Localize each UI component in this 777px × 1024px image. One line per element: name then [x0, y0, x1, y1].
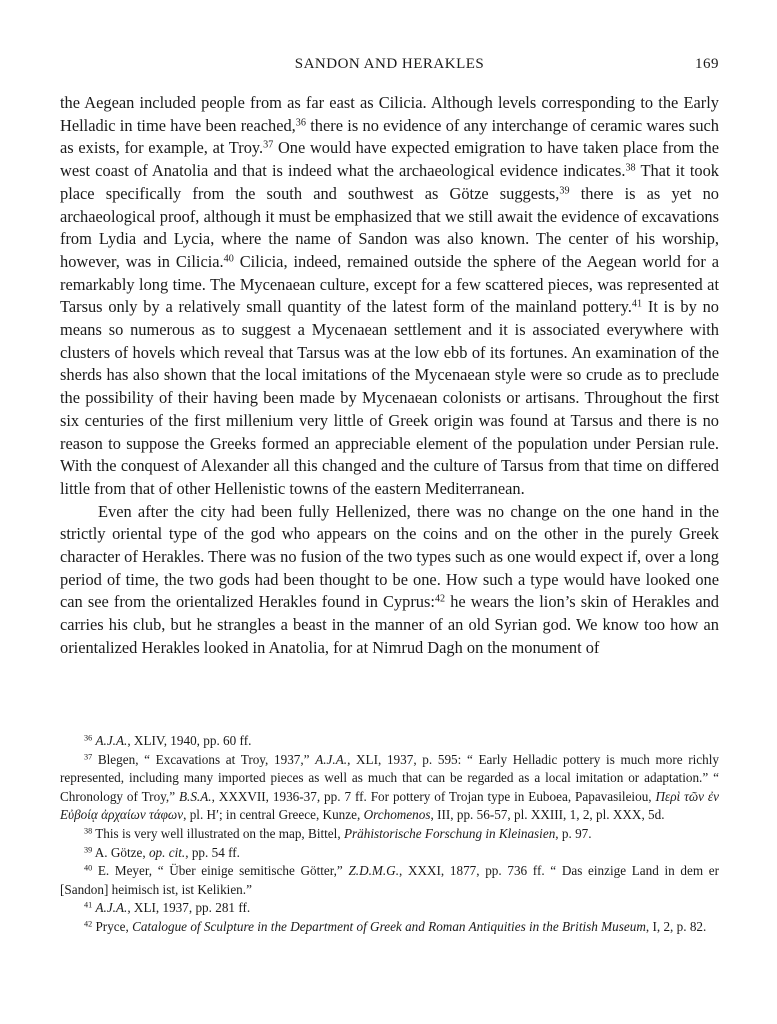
text-run: he wears the lion’s skin of Herakles and carries his club, but he strangles a beast in the manner of an old Syrian god. We know too how an orientalized Herakles looked in Anatolia, for at Nimrud Dagh on the monument of [60, 592, 719, 657]
running-header [60, 56, 719, 78]
footnote-36 [60, 732, 719, 751]
text-run: there is as yet no archaeological proof, although it must be emphasized that we still await the evidence of excavations from Lydia and Lycia, where the name of Sandon was also known. The center of his worship, however, was in Cilicia. [60, 183, 719, 271]
citation-text: , p. 97. [555, 825, 592, 841]
footnote-40 [60, 862, 719, 899]
journal-title: Z.D.M.G. [348, 863, 399, 879]
text-run: That it took place specifically from the south and southwest as Götze suggests, [60, 161, 720, 203]
footnote-number: 39 [84, 845, 93, 855]
journal-title: A.J.A. [95, 900, 128, 916]
citation-text: , XXXVII, 1936-37, pp. 7 ff. For pottery of Trojan type in Euboea, Papavasileiou, [211, 788, 656, 804]
citation-text: , XLI, 1937, p. 595: “ Early Helladic pottery is much more richly represented, including many imported pieces as well as much that can be regarded as a local imitation or adaptation.” “ Chronology of Troy,” [60, 751, 719, 804]
citation-text: , I, 2, p. 82. [645, 918, 707, 934]
paragraph-2 [60, 501, 719, 660]
text-run: It is by no means so numerous as to suggest a Mycenaean settlement and it is associated everywhere with clusters of hovels which reveal that Tarsus was at the low ebb of its fortunes. An examination of the sherds has also shown that the local imitations of the Mycenaean style were so crude as to preclude the possibility of their having been made by Mycenaean colonists or artisans. Throughout the first six centuries of the first millenium very little of Greek origin was found at Tarsus and there is no reason to suppose the Greeks formed an appreciable element of the population under Persian rule. With the conquest of Alexander all this changed and the culture of Tarsus from that time on differed little from that of other Hellenistic towns of the eastern Mediterranean. [60, 297, 719, 498]
citation-text: E. Meyer, “ Über einige semitische Götter,” [97, 863, 349, 879]
journal-title: A.J.A. [315, 751, 348, 767]
footnote-ref-38: 38 [625, 162, 636, 174]
book-title: Orchomenos [363, 807, 431, 823]
text-run: the Aegean included people from as far east as Cilicia. Although levels corresponding to the Early Helladic in time have been reached, [60, 93, 719, 135]
footnote-number: 42 [84, 919, 93, 929]
citation-text: , XLI, 1937, pp. 281 ff. [127, 900, 251, 916]
journal-title: B.S.A. [178, 788, 212, 804]
book-title: Prähistorische Forschung in Kleinasien [343, 825, 556, 841]
footnote-ref-42: 42 [434, 593, 446, 605]
footnote-number: 37 [84, 752, 93, 762]
paragraph-1 [60, 92, 719, 501]
citation-text: Blegen, “ Excavations at Troy, 1937,” [97, 751, 316, 767]
footnote-39 [60, 844, 719, 863]
footnote-number: 38 [84, 826, 93, 836]
citation-text: This is very well illustrated on the map, Bittel, [95, 825, 344, 841]
text-run: One would have expected emigration to have taken place from the west coast of Anatolia and that is indeed what the archaeological evidence indicates. [60, 138, 719, 181]
footnote-ref-37: 37 [263, 139, 274, 151]
citation-text: , pl. Η′; in central Greece, Kunze, [183, 807, 364, 823]
footnote-ref-40: 40 [223, 253, 234, 265]
citation-text: , XXXI, 1877, pp. 736 ff. “ Das einzige Land in dem er [Sandon] heimisch ist, ist Kelikien.” [60, 863, 720, 897]
abbreviation: op. cit. [148, 844, 186, 860]
footnote-42 [60, 918, 719, 937]
footnote-ref-39: 39 [559, 185, 570, 197]
footnote-37 [60, 751, 719, 825]
citation-text: Pryce, [95, 918, 133, 934]
footnote-number: 40 [84, 863, 93, 873]
text-run: Even after the city had been fully Hellenized, there was no change on the one hand in the strictly oriental type of the god who appears on the coins and on the other in the purely Greek character of Herakles. There was no fusion of the two types such as one would expect if, over a long period of time, the two gods had been thought to be one. How such a type would have looked one can see from the orientalized Herakles found in Cyprus: [60, 501, 719, 612]
footnote-41 [60, 899, 719, 918]
page-number: 169 [695, 56, 719, 72]
main-text [60, 92, 719, 660]
citation-text: , pp. 54 ff. [185, 844, 240, 860]
text-run: there is no evidence of any interchange of ceramic wares such as exists, for example, at Troy. [60, 115, 719, 158]
footnote-number: 41 [84, 900, 93, 910]
footnote-ref-41: 41 [631, 298, 643, 310]
footnote-number: 36 [84, 733, 93, 743]
footnote-38 [60, 825, 719, 844]
text-run: Cilicia, indeed, remained outside the sphere of the Aegean world for a remarkably long time. The Mycenaean culture, except for a few scattered pieces, was represented at Tarsus only by a relatively small quantity of the latest form of the mainland pottery. [60, 251, 719, 317]
journal-title: A.J.A. [95, 733, 128, 748]
book-title: Catalogue of Sculpture in the Department of Greek and Roman Antiquities in the British Museum [132, 918, 646, 934]
citation-text: , XLIV, 1940, pp. 60 ff. [127, 733, 252, 748]
citation-text: A. Götze, [94, 844, 149, 860]
citation-text: , III, pp. 56-57, pl. XXIII, 1, 2, pl. XXX, 5d. [430, 807, 665, 823]
greek-title: Περὶ τῶν ἐν Εὐβοίᾳ ἀρχαίων τάφων [60, 788, 719, 823]
footnotes [60, 732, 719, 937]
footnote-ref-36: 36 [295, 117, 306, 129]
running-title: SANDON AND HERAKLES [294, 56, 485, 72]
